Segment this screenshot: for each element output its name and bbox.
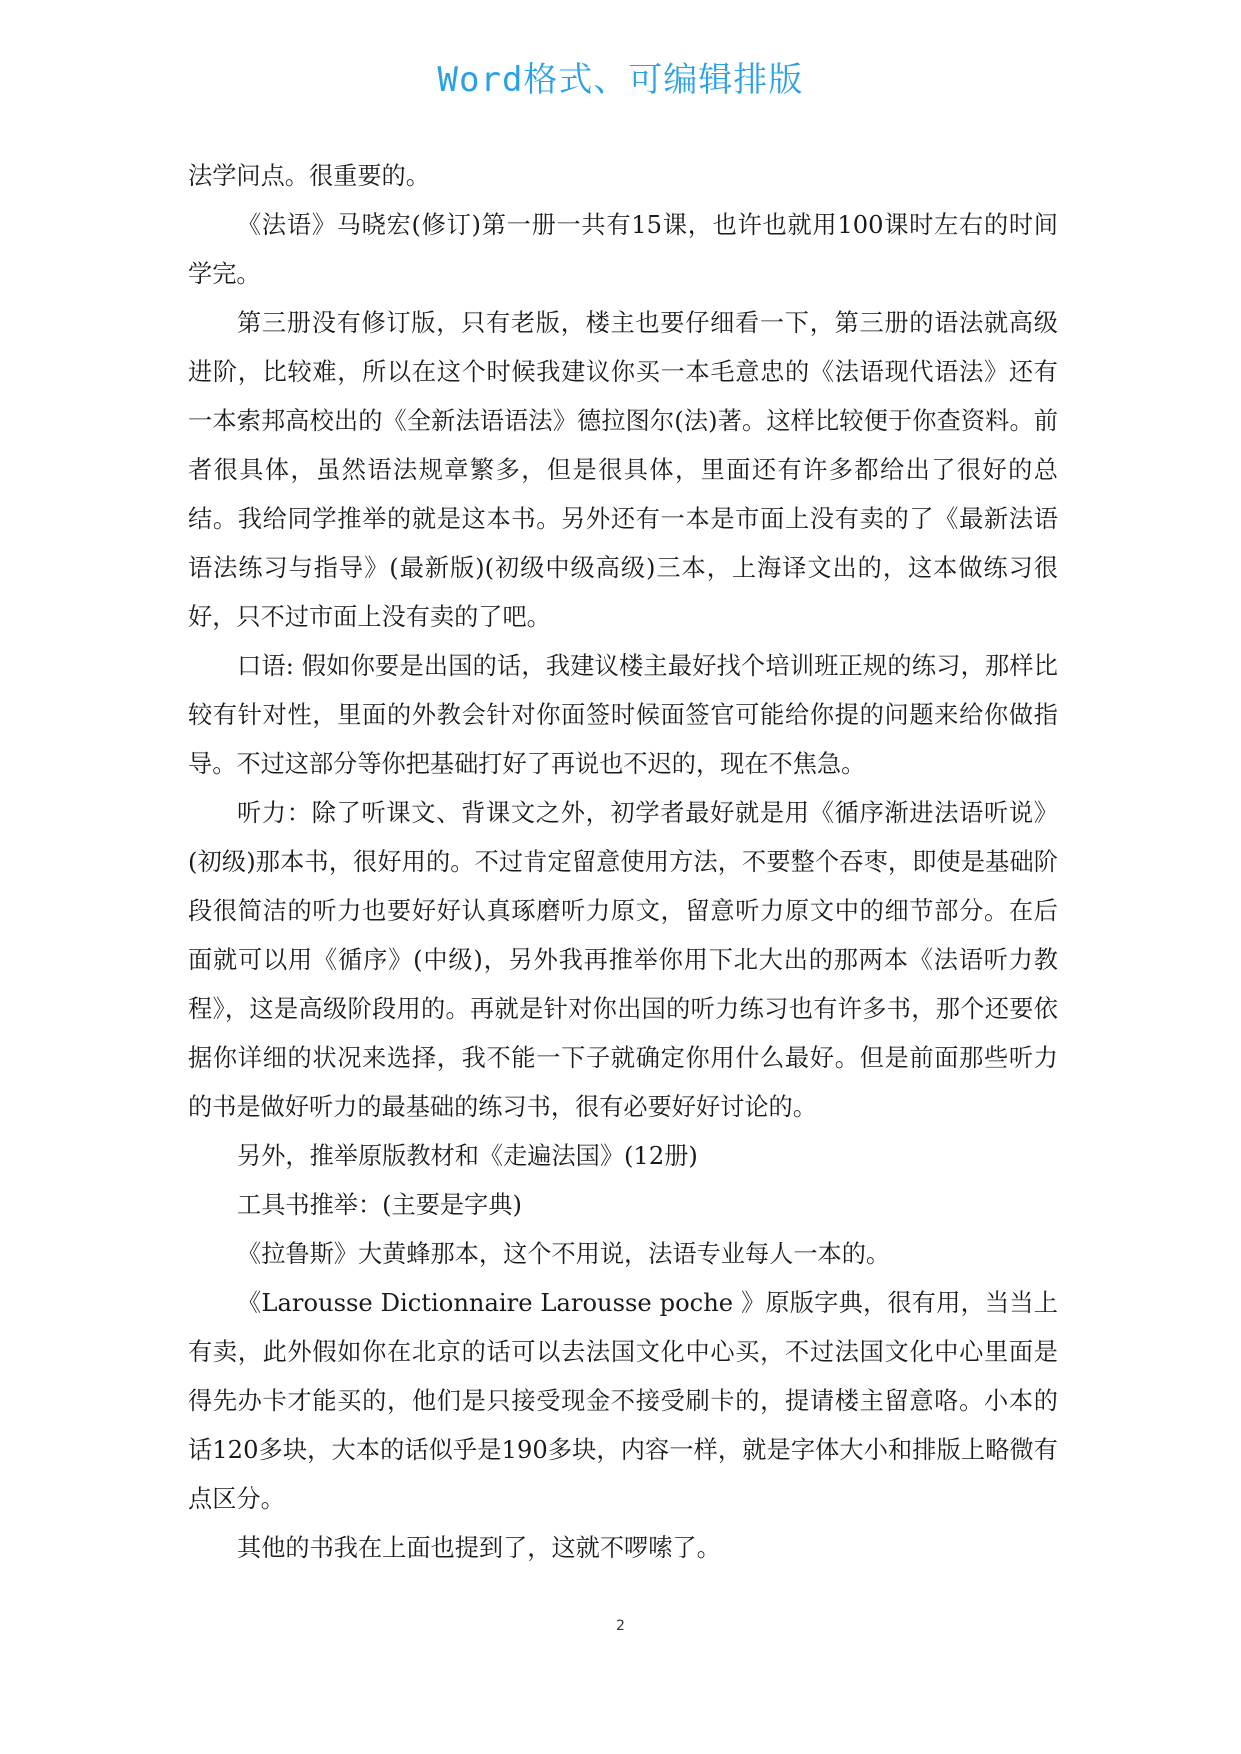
paragraph: 《拉鲁斯》大黄蜂那本，这个不用说，法语专业每人一本的。 bbox=[237, 1240, 891, 1268]
paragraph: 《法语》马晓宏(修订)第一册一共有15课，也许也就用100课时左右的时间学完。 bbox=[188, 211, 1058, 288]
paragraph: 其他的书我在上面也提到了，这就不啰嗦了。 bbox=[237, 1534, 721, 1562]
paragraph: 《Larousse Dictionnaire Larousse poche 》原版字典，很有用，当当上有卖，此外假如你在北京的话可以去法国文化中心买，不过法国文化中心里面是得先办卡才能买的，他们是只接受现金不接受刷卡的，提请楼主留意咯。小本的话120多块，大本的话似乎是190多块，内容一样，就是字体大小和排版上略微有点区分。 bbox=[188, 1289, 1058, 1513]
paragraph: 法学问点。很重要的。 bbox=[188, 162, 430, 190]
page-header-title: Word格式、可编辑排版 bbox=[437, 60, 804, 100]
paragraph: 第三册没有修订版，只有老版，楼主也要仔细看一下，第三册的语法就高级进阶，比较难，所以在这个时候我建议你买一本毛意忠的《法语现代语法》还有一本索邦高校出的《全新法语语法》德拉图尔(法)著。这样比较便于你查资料。前者很具体，虽然语法规章繁多，但是很具体，里面还有许多都给出了很好的总结。我给同学推举的就是这本书。另外还有一本是市面上没有卖的了《最新法语语法练习与指导》(最新版)(初级中级高级)三本，上海译文出的，这本做练习很好，只不过市面上没有卖的了吧。 bbox=[188, 309, 1058, 631]
paragraph: 工具书推举：(主要是字典) bbox=[237, 1191, 522, 1219]
paragraph: 听力：除了听课文、背课文之外，初学者最好就是用《循序渐进法语听说》(初级)那本书，很好用的。不过肯定留意使用方法，不要整个吞枣，即使是基础阶段很简洁的听力也要好好认真琢磨听力原文，留意听力原文中的细节部分。在后面就可以用《循序》(中级)，另外我再推举你用下北大出的那两本《法语听力教程》，这是高级阶段用的。再就是针对你出国的听力练习也有许多书，那个还要依据你详细的状况来选择，我不能一下子就确定你用什么最好。但是前面那些听力的书是做好听力的最基础的练习书，很有必要好好讨论的。 bbox=[188, 799, 1058, 1121]
paragraph: 另外，推举原版教材和《走遍法国》(12册) bbox=[237, 1142, 698, 1170]
paragraph: 口语: 假如你要是出国的话，我建议楼主最好找个培训班正规的练习，那样比较有针对性，里面的外教会针对你面签时候面签官可能给你提的问题来给你做指导。不过这部分等你把基础打好了再说也不迟的，现在不焦急。 bbox=[188, 652, 1058, 778]
page-number: 2 bbox=[616, 1618, 625, 1634]
document-body bbox=[188, 152, 1058, 1573]
